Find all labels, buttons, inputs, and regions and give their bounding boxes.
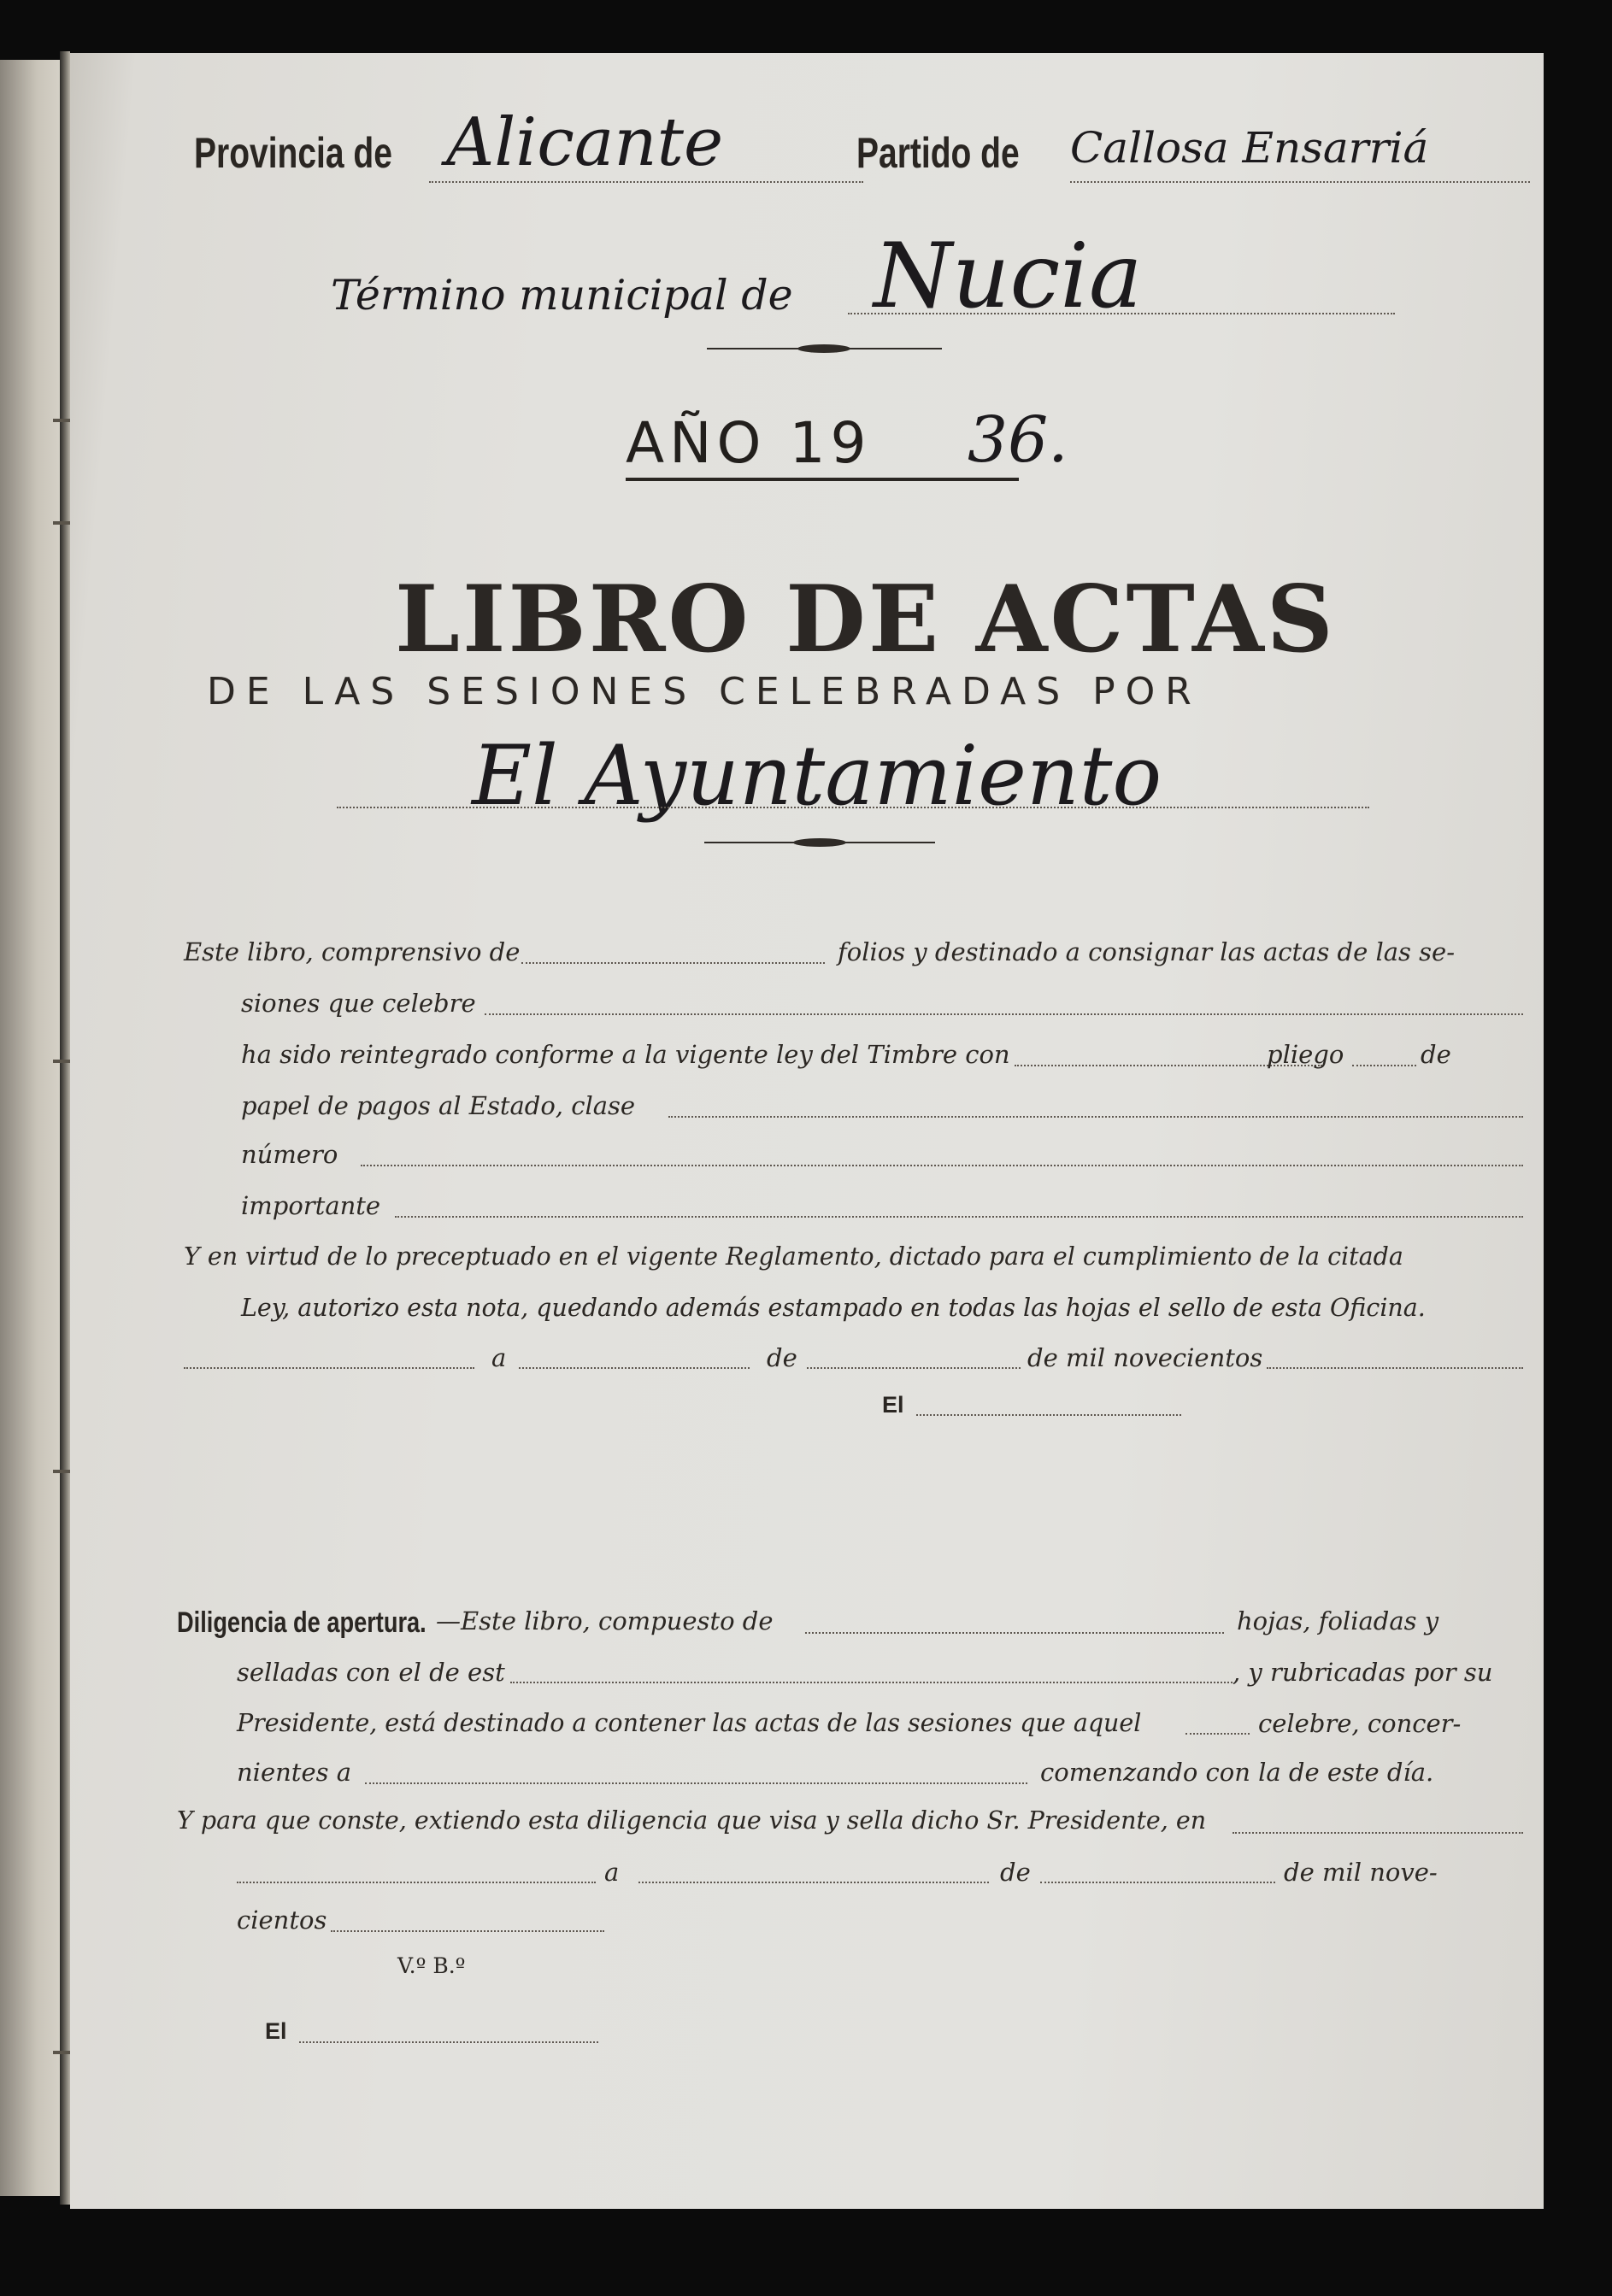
nota-line-1b: folios y destinado a consignar las actas de las se- [838,937,1455,966]
diligencia-line-6a: a [604,1858,620,1887]
diligencia-firma-field[interactable] [299,2041,598,2043]
year-label: AÑO 19 [626,410,872,476]
diligencia-line-6b: de [1000,1858,1031,1887]
left-page-edge [0,60,64,2196]
partido-value: Callosa Ensarriá [1070,123,1429,173]
diligencia-line-6c: de mil nove- [1284,1858,1438,1887]
mes2-field[interactable] [1040,1882,1275,1883]
importante-field[interactable] [395,1216,1523,1218]
binding-stitch [53,419,72,422]
year-underline [626,478,1019,481]
diligencia-line-2b: , y rubricadas por su [1233,1658,1493,1687]
sesiones-field[interactable] [485,1013,1523,1015]
hojas-field[interactable] [805,1632,1224,1634]
binding-stitch [53,1470,72,1473]
termino-label: Término municipal de [331,271,793,320]
nota-line-7: Y en virtud de lo preceptuado en el vigente Reglamento, dictado para el cumplimiento de la citada [184,1242,1403,1271]
diligencia-heading: Diligencia de apertura. [177,1606,427,1639]
visto-bueno: V.º B.º [397,1953,466,1978]
termino-line [848,313,1395,314]
nota-line-5: número [241,1140,338,1169]
provincia-line [429,181,863,183]
partido-label: Partido de [856,129,1020,177]
diligencia-line-4b: comenzando con la de este día. [1040,1758,1434,1787]
diligencia-line-3b: celebre, concer- [1258,1709,1462,1738]
document-page [70,53,1544,2209]
diligencia-line-2a: selladas con el de est [237,1658,505,1687]
provincia-value: Alicante [446,104,724,181]
provincia-label: Provincia de [194,129,392,177]
diligencia-line-5: Y para que conste, extiendo esta diligencia que visa y sella dicho Sr. Presidente, en [177,1806,1207,1835]
nota-line-9a: a [491,1343,507,1372]
entity-line [337,807,1369,808]
anio2-field[interactable] [331,1930,604,1932]
ornament-center [797,344,850,353]
pliego-field[interactable] [1352,1065,1416,1066]
sello-field[interactable] [510,1682,1233,1683]
clase-field[interactable] [668,1116,1523,1118]
en-field[interactable] [1233,1832,1523,1834]
nota-line-9b: de [767,1343,797,1372]
nota-line-2: siones que celebre [241,989,476,1018]
nota-line-8: Ley, autorizo esta nota, quedando además estampado en todas las hojas el sello de esta Oficina. [241,1294,1426,1322]
partido-line [1070,181,1530,183]
year-handwritten: 36. [968,403,1068,477]
concernientes-field[interactable] [365,1782,1027,1784]
diligencia-line-1b: hojas, foliadas y [1237,1606,1439,1635]
nota-line-6: importante [241,1191,381,1220]
folios-field[interactable] [521,962,825,964]
numero-field[interactable] [361,1165,1523,1166]
termino-value: Nucia [874,224,1143,328]
nota-line-3c: de [1421,1040,1451,1069]
binding-stitch [53,1060,72,1063]
diligencia-line-1a: —Este libro, compuesto de [436,1606,774,1635]
nota-line-4: papel de pagos al Estado, clase [241,1091,636,1120]
nota-firma-field[interactable] [916,1414,1181,1416]
anio-field[interactable] [1267,1367,1523,1369]
lugar2-field[interactable] [237,1882,596,1883]
diligencia-el: El [265,2018,287,2044]
mes-field[interactable] [807,1367,1021,1369]
nota-line-1a: Este libro, comprensivo de [184,937,521,966]
subtitle: DE LAS SESIONES CELEBRADAS POR [207,670,1202,713]
ornament-center [793,838,846,847]
dia-field[interactable] [519,1367,750,1369]
nota-line-3a: ha sido reintegrado conforme a la vigente ley del Timbre con [241,1040,1010,1069]
binding-stitch [53,2051,72,2054]
nota-line-9c: de mil novecientos [1027,1343,1263,1372]
dia2-field[interactable] [638,1882,989,1883]
main-title: LIBRO DE ACTAS [395,566,1336,673]
nota-el: El [882,1392,904,1418]
diligencia-line-3a: Presidente, está destinado a contener las actas de las sesiones que aquel [237,1709,1142,1737]
aquel-field[interactable] [1185,1733,1250,1735]
book-gutter [60,51,70,2205]
nota-line-3b: pliego [1267,1040,1344,1069]
binding-stitch [53,521,72,525]
lugar-field[interactable] [184,1367,474,1369]
diligencia-line-4a: nientes a [237,1758,351,1787]
diligencia-line-7: cientos [237,1906,327,1935]
entity-handwritten: El Ayuntamiento [472,728,1162,824]
